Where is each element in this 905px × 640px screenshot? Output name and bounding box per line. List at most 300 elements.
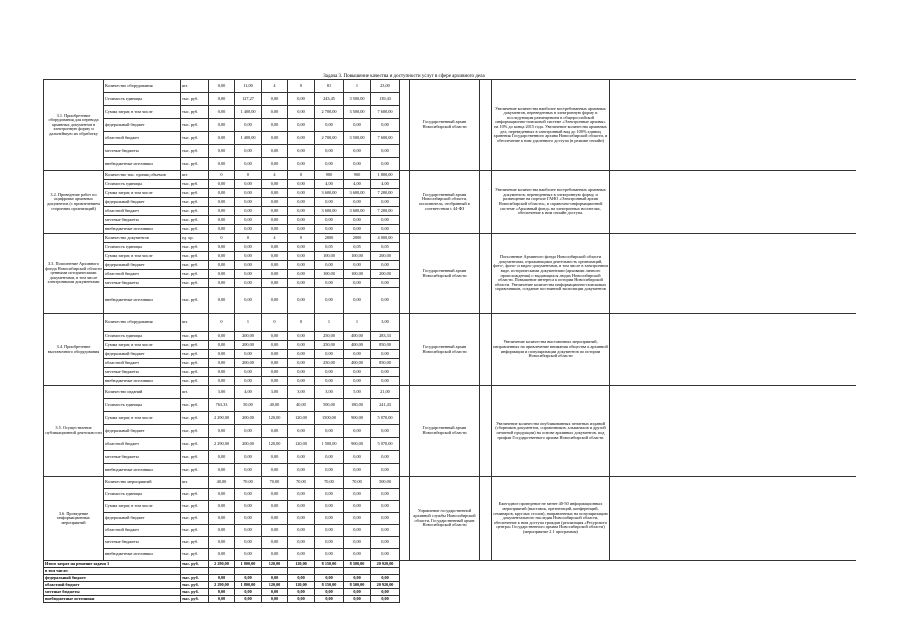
value-cell: 70,00 xyxy=(262,477,288,489)
value-cell: 21,00 xyxy=(371,386,400,399)
value-cell: 5 070,00 xyxy=(371,438,400,451)
row-name: местные бюджеты xyxy=(104,451,181,464)
value-cell: 0,00 xyxy=(371,489,400,501)
row-unit: тыс. руб. xyxy=(181,537,209,549)
value-cell: 0,00 xyxy=(235,288,262,314)
value-cell: 900,00 xyxy=(344,412,371,425)
value-cell: 0,00 xyxy=(344,537,371,549)
value-cell: 0,00 xyxy=(262,93,288,106)
value-cell: 0,00 xyxy=(235,158,262,171)
value-cell: 0,00 xyxy=(344,288,371,314)
value-cell: 0,00 xyxy=(262,341,288,350)
spacer-cell xyxy=(480,386,492,477)
row-unit: тыс. руб. xyxy=(181,243,209,252)
value-cell: 0,00 xyxy=(288,225,315,234)
value-cell: 0,00 xyxy=(288,189,315,198)
value-cell: 900 xyxy=(315,171,344,180)
value-cell: 0,00 xyxy=(235,270,262,279)
value-cell: 4,00 xyxy=(371,180,400,189)
total-value: 0,00 xyxy=(315,589,344,596)
value-cell: 5,00 xyxy=(344,386,371,399)
value-cell: 0,00 xyxy=(209,93,235,106)
value-cell: 0,00 xyxy=(235,501,262,513)
total-value: 20 920,00 xyxy=(371,582,400,589)
total-value: 2 290,00 xyxy=(209,561,235,568)
value-cell: 100,00 xyxy=(344,270,371,279)
row-unit: тыс. руб. xyxy=(181,132,209,145)
value-cell: 0,00 xyxy=(209,252,235,261)
total-value: 0,00 xyxy=(262,589,288,596)
value-cell: 0,00 xyxy=(288,252,315,261)
total-value: 0,00 xyxy=(209,575,235,582)
total-value xyxy=(209,568,235,575)
total-name: Итого затрат на решение задачи 3 xyxy=(44,561,181,568)
value-cell: 0,00 xyxy=(262,158,288,171)
total-unit: тыс. руб. xyxy=(181,582,209,589)
value-cell: 0,00 xyxy=(209,216,235,225)
value-cell: 0,00 xyxy=(262,332,288,341)
row-unit: тыс. руб. xyxy=(181,93,209,106)
value-cell: 0,00 xyxy=(209,464,235,477)
value-cell: 0 xyxy=(288,171,315,180)
value-cell: 0,00 xyxy=(235,425,262,438)
total-value: 0,00 xyxy=(209,589,235,596)
value-cell: 0,00 xyxy=(371,261,400,270)
value-cell: 0,00 xyxy=(315,451,344,464)
total-value: 0,00 xyxy=(288,589,315,596)
value-cell: 0,00 xyxy=(344,158,371,171)
value-cell: 0,00 xyxy=(209,106,235,119)
value-cell: 0,00 xyxy=(262,207,288,216)
value-cell: 40,00 xyxy=(209,477,235,489)
value-cell: 0,00 xyxy=(344,261,371,270)
value-cell: 0 xyxy=(262,314,288,332)
value-cell: 0,00 xyxy=(288,198,315,207)
value-cell: 0,00 xyxy=(235,549,262,561)
value-cell: 127,27 xyxy=(235,93,262,106)
total-name: в том числе: xyxy=(44,568,181,575)
value-cell: 11,00 xyxy=(235,80,262,93)
value-cell: 850,00 xyxy=(371,359,400,368)
value-cell: 0,00 xyxy=(209,501,235,513)
executor-cell: Государственный архив Новосибирской области xyxy=(410,80,480,171)
value-cell: 0,00 xyxy=(315,377,344,386)
total-value: 0,00 xyxy=(262,575,288,582)
value-cell: 0,00 xyxy=(315,119,344,132)
value-cell: 0,00 xyxy=(344,368,371,377)
value-cell: 3 600,00 xyxy=(315,207,344,216)
value-cell: 0 xyxy=(288,314,315,332)
row-unit: тыс. руб. xyxy=(181,377,209,386)
total-value: 0,00 xyxy=(262,596,288,603)
value-cell: 120,00 xyxy=(288,438,315,451)
value-cell: 0,00 xyxy=(262,145,288,158)
value-cell: 0,00 xyxy=(209,377,235,386)
row-name: Количество документов xyxy=(104,234,181,243)
value-cell: 0 xyxy=(235,171,262,180)
value-cell: 0,00 xyxy=(371,158,400,171)
total-unit: тыс. руб. xyxy=(181,561,209,568)
value-cell: 200,00 xyxy=(371,270,400,279)
value-cell: 0,00 xyxy=(209,279,235,288)
value-cell: 40,00 xyxy=(288,399,315,412)
value-cell: 3,00 xyxy=(209,386,235,399)
value-cell: 0,00 xyxy=(371,279,400,288)
value-cell: 0,00 xyxy=(209,525,235,537)
value-cell: 0,00 xyxy=(371,451,400,464)
value-cell: 0,00 xyxy=(288,425,315,438)
value-cell: 243,45 xyxy=(315,93,344,106)
value-cell: 0,00 xyxy=(209,270,235,279)
result-cell: Ежегодное проведение не менее 40-50 информационных мероприятий (выставок, презентаций, конференций, семинаров, круглых столов), направленных на популяризацию документального наследия Новосибирской области, обеспечение к ним доступа граждан (реализация «Ресурсного центра» Государственного архива Новосибирской области) (мероприятие 2.1 программы) xyxy=(492,477,610,561)
value-cell: 0,00 xyxy=(315,350,344,359)
value-cell: 0,00 xyxy=(262,425,288,438)
row-unit: тыс. руб. xyxy=(181,332,209,341)
value-cell: 0,00 xyxy=(288,489,315,501)
value-cell: 0,00 xyxy=(371,425,400,438)
value-cell: 0,00 xyxy=(344,216,371,225)
value-cell: 0,00 xyxy=(235,252,262,261)
value-cell: 1 xyxy=(344,80,371,93)
total-value: 8 150,00 xyxy=(315,561,344,568)
value-cell: 250,00 xyxy=(315,359,344,368)
value-cell: 0,00 xyxy=(235,180,262,189)
value-cell: 0,00 xyxy=(371,145,400,158)
value-cell: 0,00 xyxy=(262,489,288,501)
value-cell: 0,00 xyxy=(288,350,315,359)
value-cell: 0,00 xyxy=(344,425,371,438)
value-cell: 0,00 xyxy=(262,549,288,561)
value-cell: 1500,00 xyxy=(315,412,344,425)
row-name: областной бюджет xyxy=(104,525,181,537)
row-unit: тыс. руб. xyxy=(181,119,209,132)
row-unit: тыс. руб. xyxy=(181,270,209,279)
value-cell: 70,00 xyxy=(235,477,262,489)
total-value: 0,00 xyxy=(235,589,262,596)
value-cell: 3 500,00 xyxy=(344,132,371,145)
value-cell: 0,00 xyxy=(262,537,288,549)
spacer-cell xyxy=(610,80,856,171)
value-cell: 4 xyxy=(262,171,288,180)
value-cell: 0,00 xyxy=(344,119,371,132)
value-cell: 139,43 xyxy=(371,93,400,106)
value-cell: 400,00 xyxy=(344,341,371,350)
value-cell: 0,00 xyxy=(288,513,315,525)
value-cell: 0,00 xyxy=(235,216,262,225)
value-cell: 0,00 xyxy=(344,451,371,464)
value-cell: 0,00 xyxy=(262,525,288,537)
value-cell: 0,00 xyxy=(209,80,235,93)
row-name: Стоимость единицы xyxy=(104,399,181,412)
value-cell: 0,00 xyxy=(288,119,315,132)
row-unit: тыс. руб. xyxy=(181,368,209,377)
total-value: 0,00 xyxy=(235,596,262,603)
spacer-cell xyxy=(480,314,492,386)
value-cell: 0,00 xyxy=(288,288,315,314)
row-name: Сумма затрат, в том числе xyxy=(104,252,181,261)
section-title: 3.3. Пополнение Архивного фонда Новосибирской области ценными историческими документами, в том числе электронными документами xyxy=(44,234,104,314)
row-name: Стоимость единицы xyxy=(104,180,181,189)
value-cell: 0,00 xyxy=(288,359,315,368)
total-value: 0,00 xyxy=(288,575,315,582)
value-cell: 120,00 xyxy=(262,412,288,425)
row-unit: тыс. руб. xyxy=(181,207,209,216)
value-cell: 0,00 xyxy=(315,425,344,438)
row-name: областной бюджет xyxy=(104,132,181,145)
value-cell: 1 500,00 xyxy=(315,438,344,451)
value-cell: 500,00 xyxy=(315,399,344,412)
total-value: 0,00 xyxy=(371,596,400,603)
row-unit: тыс. руб. xyxy=(181,180,209,189)
total-value xyxy=(371,568,400,575)
value-cell: 0,00 xyxy=(262,216,288,225)
value-cell: 0,00 xyxy=(288,106,315,119)
result-cell: Увеличение количества опубликованных печатных изданий (сборников документов, справочников, альманахов и другой печатной продукции) на основе архивных документов, под грифом Государственного архива Новосибирской области xyxy=(492,386,610,477)
value-cell: 0,00 xyxy=(344,549,371,561)
value-cell: 0,00 xyxy=(344,350,371,359)
spacer-cell xyxy=(400,314,410,386)
value-cell: 0,00 xyxy=(209,145,235,158)
task-table xyxy=(43,79,856,603)
value-cell: 0,00 xyxy=(235,350,262,359)
value-cell: 0,00 xyxy=(371,537,400,549)
value-cell: 241,43 xyxy=(371,399,400,412)
value-cell: 0,00 xyxy=(288,368,315,377)
value-cell: 0,00 xyxy=(288,525,315,537)
value-cell: 0,00 xyxy=(344,525,371,537)
value-cell: 1 800,00 xyxy=(371,171,400,180)
value-cell: 0,00 xyxy=(235,464,262,477)
value-cell: 0,00 xyxy=(288,216,315,225)
value-cell: 0,00 xyxy=(315,368,344,377)
row-name: федеральный бюджет xyxy=(104,425,181,438)
value-cell: 0,00 xyxy=(209,425,235,438)
value-cell: 81 xyxy=(315,80,344,93)
total-unit xyxy=(181,568,209,575)
row-unit: тыс. руб. xyxy=(181,145,209,158)
value-cell: 0,00 xyxy=(371,119,400,132)
value-cell: 23,00 xyxy=(371,80,400,93)
value-cell: 0,00 xyxy=(209,368,235,377)
row-name: внебюджетные источники xyxy=(104,377,181,386)
row-name: местные бюджеты xyxy=(104,216,181,225)
value-cell: 0,05 xyxy=(371,243,400,252)
value-cell: 3 600,00 xyxy=(344,207,371,216)
total-value: 0,00 xyxy=(235,575,262,582)
row-name: Количество изданий xyxy=(104,386,181,399)
value-cell: 0,00 xyxy=(315,261,344,270)
value-cell: 3,00 xyxy=(315,386,344,399)
total-value: 0,00 xyxy=(315,575,344,582)
value-cell: 0,00 xyxy=(235,525,262,537)
value-cell: 4,00 xyxy=(315,180,344,189)
value-cell: 70,00 xyxy=(315,477,344,489)
row-unit: тыс. руб. xyxy=(181,359,209,368)
value-cell: 0,00 xyxy=(209,451,235,464)
value-cell: 7 200,00 xyxy=(371,207,400,216)
total-unit: тыс. руб. xyxy=(181,575,209,582)
value-cell: 0,00 xyxy=(235,451,262,464)
value-cell: 4 xyxy=(262,80,288,93)
value-cell: 4,00 xyxy=(344,180,371,189)
value-cell: 0,00 xyxy=(315,513,344,525)
total-value xyxy=(235,568,262,575)
value-cell: 0,00 xyxy=(262,261,288,270)
value-cell: 0,00 xyxy=(288,537,315,549)
value-cell: 0,00 xyxy=(235,377,262,386)
value-cell: 0,00 xyxy=(288,145,315,158)
row-name: областной бюджет xyxy=(104,207,181,216)
value-cell: 0,00 xyxy=(344,377,371,386)
value-cell: 0,05 xyxy=(344,243,371,252)
value-cell: 0,05 xyxy=(315,243,344,252)
total-value xyxy=(262,568,288,575)
value-cell: 0,00 xyxy=(235,368,262,377)
value-cell: 0,00 xyxy=(235,145,262,158)
value-cell: 0,00 xyxy=(262,501,288,513)
value-cell: 0,00 xyxy=(209,207,235,216)
value-cell: 5 070,00 xyxy=(371,412,400,425)
spacer-cell xyxy=(610,234,856,314)
total-value xyxy=(288,568,315,575)
row-name: внебюджетные источники xyxy=(104,549,181,561)
value-cell: 0,00 xyxy=(315,145,344,158)
value-cell: 0,00 xyxy=(209,158,235,171)
row-unit: тыс. руб. xyxy=(181,216,209,225)
row-name: местные бюджеты xyxy=(104,279,181,288)
value-cell: 0,00 xyxy=(235,225,262,234)
result-cell: Увеличение количества выставочных мероприятий, направленных на привлечение внимания общества к архивной информации и популяризации документов по истории Новосибирской области xyxy=(492,314,610,386)
value-cell: 0,00 xyxy=(315,225,344,234)
value-cell: 0,00 xyxy=(371,525,400,537)
value-cell: 100,00 xyxy=(344,252,371,261)
spacer-cell xyxy=(400,80,410,171)
value-cell: 0,00 xyxy=(315,525,344,537)
value-cell: 50,00 xyxy=(235,399,262,412)
value-cell: 0,00 xyxy=(209,132,235,145)
row-unit: тыс. руб. xyxy=(181,261,209,270)
row-unit: тыс. руб. xyxy=(181,252,209,261)
row-name: областной бюджет xyxy=(104,359,181,368)
value-cell: 7 600,00 xyxy=(371,132,400,145)
spacer-cell xyxy=(400,561,856,603)
value-cell: 0,00 xyxy=(262,243,288,252)
value-cell: 3,00 xyxy=(262,386,288,399)
section-title: 3.5. Осуществление публикационной деятельности xyxy=(44,386,104,477)
total-value: 120,00 xyxy=(288,582,315,589)
total-value xyxy=(344,568,371,575)
value-cell: 70,00 xyxy=(288,477,315,489)
value-cell: 120,00 xyxy=(262,438,288,451)
value-cell: 0,00 xyxy=(371,350,400,359)
value-cell: 0 xyxy=(209,171,235,180)
value-cell: 1 xyxy=(235,314,262,332)
value-cell: 2000 xyxy=(344,234,371,243)
value-cell: 0,00 xyxy=(344,145,371,158)
table-row xyxy=(44,80,856,93)
value-cell: 200,00 xyxy=(235,341,262,350)
value-cell: 0,00 xyxy=(235,537,262,549)
total-value: 120,00 xyxy=(288,561,315,568)
executor-cell: Управление государственной архивной службы Новосибирской области, Государственный архив Новосибирской области xyxy=(410,477,480,561)
value-cell: 3 500,00 xyxy=(344,93,371,106)
value-cell: 0,00 xyxy=(371,501,400,513)
total-value: 2 290,00 xyxy=(209,582,235,589)
value-cell: 0,00 xyxy=(209,350,235,359)
total-unit: тыс. руб. xyxy=(181,596,209,603)
row-unit: шт. xyxy=(181,314,209,332)
value-cell: 0,00 xyxy=(288,377,315,386)
row-unit: тыс. руб. xyxy=(181,341,209,350)
row-name: внебюджетные источники xyxy=(104,464,181,477)
value-cell: 0,00 xyxy=(371,368,400,377)
value-cell: 0,00 xyxy=(288,93,315,106)
value-cell: 0,00 xyxy=(288,464,315,477)
row-unit: тыс. руб. xyxy=(181,350,209,359)
document-page xyxy=(43,72,855,601)
value-cell: 200,00 xyxy=(235,359,262,368)
section-title: 3.4. Приобретение выставочного оборудования xyxy=(44,314,104,386)
total-value: 0,00 xyxy=(344,596,371,603)
value-cell: 900 xyxy=(344,171,371,180)
value-cell: 0,00 xyxy=(209,537,235,549)
value-cell: 0,00 xyxy=(209,225,235,234)
value-cell: 0 xyxy=(209,234,235,243)
value-cell: 200,00 xyxy=(235,438,262,451)
table-row xyxy=(44,386,856,399)
value-cell: 0,00 xyxy=(209,341,235,350)
value-cell: 0,00 xyxy=(371,377,400,386)
value-cell: 0,00 xyxy=(371,288,400,314)
table-row xyxy=(44,171,856,180)
value-cell: 0,00 xyxy=(288,261,315,270)
value-cell: 0,00 xyxy=(344,501,371,513)
value-cell: 0,00 xyxy=(235,489,262,501)
row-unit: тыс. руб. xyxy=(181,279,209,288)
value-cell: 3 600,00 xyxy=(315,189,344,198)
total-value: 120,00 xyxy=(262,582,288,589)
value-cell: 0,00 xyxy=(262,252,288,261)
row-unit: тыс. руб. xyxy=(181,189,209,198)
row-name: Сумма затрат, в том числе xyxy=(104,341,181,350)
value-cell: 0,00 xyxy=(235,261,262,270)
value-cell: 0,00 xyxy=(288,332,315,341)
row-name: Стоимость единицы xyxy=(104,243,181,252)
value-cell: 0,00 xyxy=(262,106,288,119)
value-cell: 0,00 xyxy=(209,489,235,501)
value-cell: 100,00 xyxy=(315,270,344,279)
value-cell: 0,00 xyxy=(315,464,344,477)
table-row xyxy=(44,234,856,243)
row-name: федеральный бюджет xyxy=(104,119,181,132)
total-value: 0,00 xyxy=(209,596,235,603)
value-cell: 0,00 xyxy=(315,216,344,225)
row-name: Сумма затрат, в том числе xyxy=(104,412,181,425)
total-value: 0,00 xyxy=(344,575,371,582)
value-cell: 0,00 xyxy=(262,189,288,198)
spacer-cell xyxy=(400,477,410,561)
value-cell: 0,00 xyxy=(288,501,315,513)
value-cell: 3,00 xyxy=(371,314,400,332)
value-cell: 283,33 xyxy=(371,332,400,341)
value-cell: 0,00 xyxy=(262,132,288,145)
value-cell: 7 200,00 xyxy=(371,189,400,198)
value-cell: 0,00 xyxy=(235,513,262,525)
value-cell: 3 500,00 xyxy=(344,106,371,119)
row-unit: тыс. руб. xyxy=(181,288,209,314)
value-cell: 0 xyxy=(235,234,262,243)
spacer-cell xyxy=(400,386,410,477)
